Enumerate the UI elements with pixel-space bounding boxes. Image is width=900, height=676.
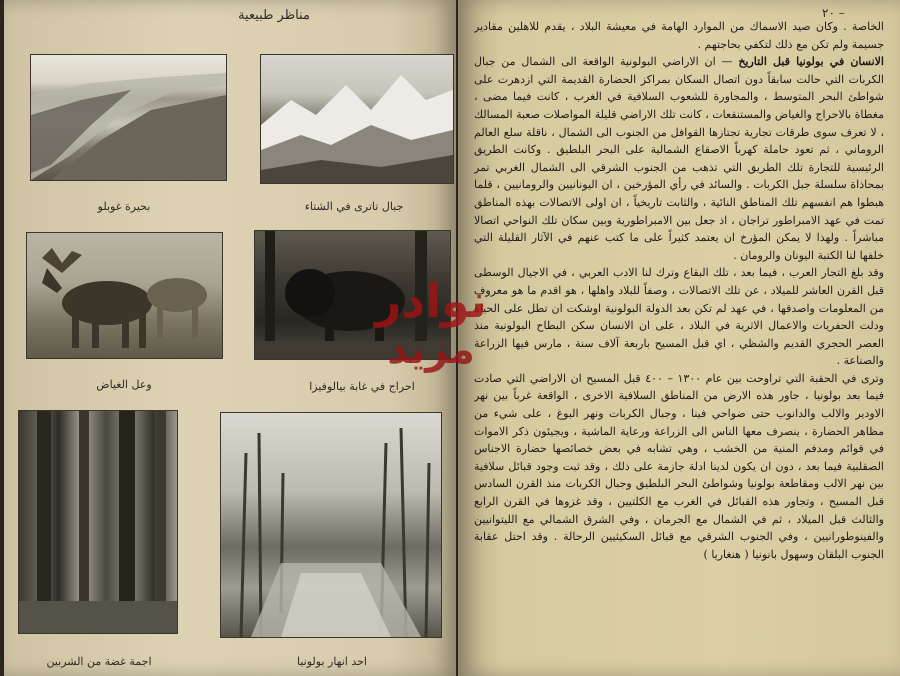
right-page: [458, 0, 900, 676]
paragraph-text: — ان الاراضي البولونية الواقعة الى الشمال من جبال الكربات التي حالت سابقاً دون اتصال السكان بمراكز الحضارة القديمة التي ازدهرت على شواطئ البحر المتوسط ، والمجاورة للشعوب السلافية في الغرب ، كانت فيما مضى ، مغطاة بالاحراج والغياض والمستنقعات ، كانت تلك الاراضي قليلة المواصلات صعبة المسالك ، لا تعرف سوى طرقات تجارية تجتازها القوافل من الجنوب الى الشمال ، ناقلة سلع العالم الروماني ، ثم تعود حاملة كهرباً الاصقاع الشمالية على البحر البلطيق . وكانت الطريق الرئيسية للتجارة تلك الطريق التي تذهب من الجنوب الشرقي الى الشمال الغربي تمر بمحاذاة سلسلة جبل الكربات . والسائد في رأي المؤرخين ، ان اليونانيين والرومانيين ، قلما هبطوا هم انفسهم تلك المناطق النائية ، والثابت تاريخياً ، ان اولى الاتصالات بهذه المناطق تمت في عهد الامبراطور تراجان ، اذ جعل بين الامبراطورية وبين سكان تلك النواحي اتصالا مباشراً . ولهذا لا يمكن المؤرخ ان يعتمد كثيراً على ما كتب عنهم في الآثار القليلة التي خلفها لنا الكتبة اليونان والرومان .: [474, 55, 884, 262]
watermark-line: مزيد: [387, 327, 475, 373]
lake-landscape-icon: [31, 55, 226, 180]
paragraph: الخاصة . وكان صيد الاسماك من الموارد الهامة في معيشة البلاد ، يقدم للاهلين مقادير جسيمة ولم تكن مع ذلك لتكفي بحاجتهم .: [474, 20, 884, 51]
moose-icon: [27, 233, 222, 358]
forest-photo: [18, 410, 178, 634]
bison-icon: [255, 231, 450, 359]
watermark-line: نوادر: [375, 274, 487, 328]
mountains-caption: جبال تاترى في الشتاء: [304, 200, 404, 213]
paragraph: وترى في الحقبة التي تراوحت بين عام ١٣٠٠ – ٤٠٠ قبل المسيح ان الاراضي التي صادت فيما بعد بولونيا ، جاور هذه الارض من المناطق السلافية الاخرى ، الواقعة غرباً بين نهر الاودير والالب والدانوب حتى ضواحي فينا ، وجبال الكربات ونهر البوغ ، على شيء من مظاهر الحضارة ، ينصرف معها الناس الى الزراعة ورعاية الماشية ، ويجيئون ذكر الاموات في قوائم ومدفم المنية من الخشب ، وهي تشابه في بعض خصائصها حضارة الاجناس الصقلبية فيما بعد ، دون ان يكون لدينا ادلة جازمة على ذلك ، وقد ثبت وجود قبائل سلافية بين نهر الالب ومقاطعة بولونيا وشواطئ البحر البلطيق وجبال الكربات منذ القرن السادس قبل المسيح ، وتجاور هذه القبائل في الغرب مع الكلتيين ، وقد غزوها في القرن الرابع والثالث قبل الميلاد ، ثم في الشمال مع الجرمان ، وفي الشرق الشمالي مع الليتوانيين والفينوطورانيين ، وفي الجنوب الشرقي مع قبائل السكيثيين الرحالة . وقد احتل عقابة الجنوب البلقان وسهول بانونيا ( هنغاريا ): [474, 371, 884, 561]
lake-caption: بحيرة غوبلو: [97, 200, 151, 213]
running-head: مناظر طبيعية: [238, 8, 310, 23]
left-page: [4, 0, 456, 676]
river-photo: [220, 412, 442, 638]
moose-photo: [26, 232, 223, 359]
bison-caption: احراج في غابة بيالوفيزا: [309, 380, 415, 393]
bison-photo: [254, 230, 451, 360]
river-icon: [221, 413, 441, 637]
snowy-mountains-icon: [261, 55, 453, 183]
lake-photo: [30, 54, 227, 181]
moose-caption: وعل الغياض: [96, 378, 152, 391]
paragraph: وقد بلغ التجار العرب ، فيما بعد ، تلك البقاع وترك لنا الادب العربي ، في الاجيال الوسطى قبل القرن العاشر للميلاد ، عن تلك الاتصالات ، وصفاً للبلاد واهلها ، هو اقدم ما هو معروف من المعلومات واصدقها ، في عهد لم تكن بعد الدولة البولونية اوشكت ان تطل على الحياة ودلت الحفريات والاعمال الاثرية في البلاد ، على ان الانسان سكن البطاح البولونية منذ العصر الحجري القديم والشظي ، اي قبل المسيح باربعة آلاف سنة ، مارس فيها الزراعة والصناعة .: [474, 266, 884, 368]
body-text: [474, 18, 884, 668]
pine-forest-icon: [19, 411, 177, 633]
paragraph: [474, 53, 884, 264]
section-heading: الانسان في بولونيا قبل التاريخ: [738, 55, 884, 69]
mountains-photo: [260, 54, 454, 184]
page-number: ٢٠ –: [822, 6, 845, 20]
forest-caption: اجمة غضة من الشربين: [46, 655, 152, 668]
river-caption: احد انهار بولونيا: [297, 655, 367, 668]
